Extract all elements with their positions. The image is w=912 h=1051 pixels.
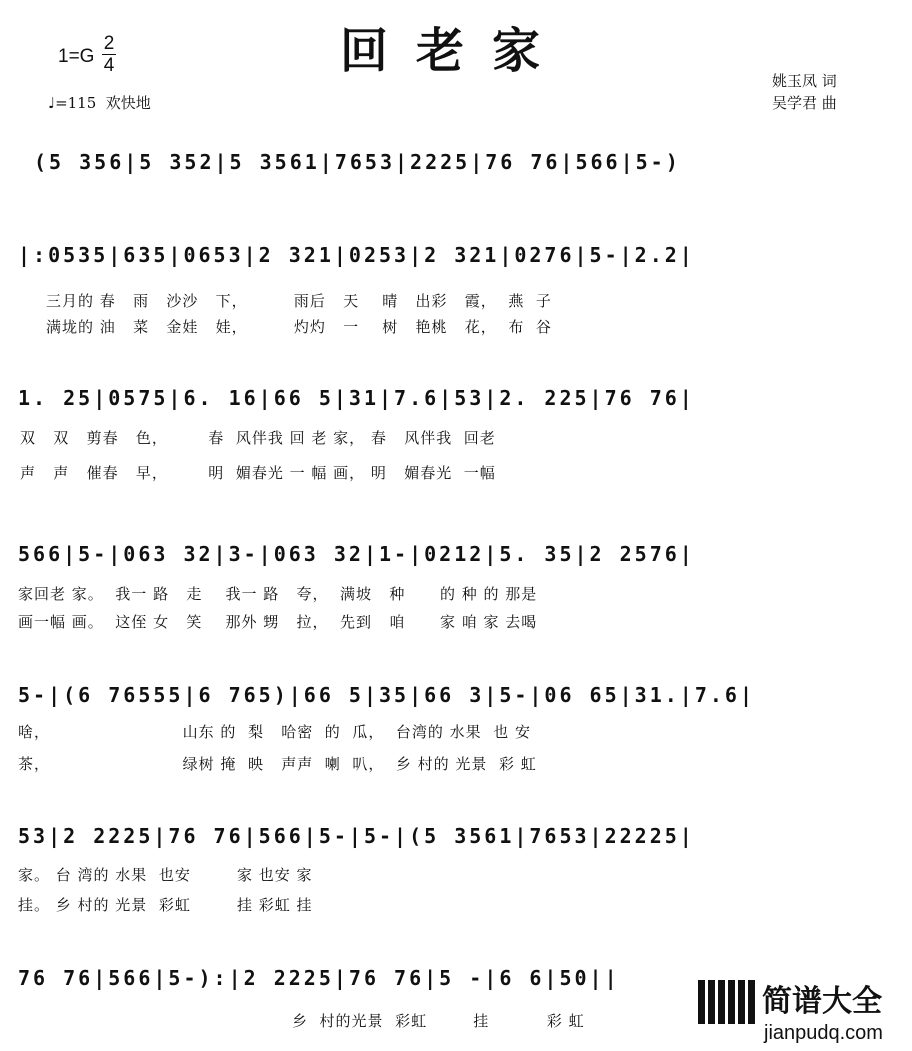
score-line-6: 53|2 2225|76 76|566|5-|5-|(5 3561|7653|22225| [18,824,695,848]
lyricist-credit: 姚玉凤 词 [772,72,837,90]
song-title: 回老家 [340,23,569,79]
key-signature: 1=G [58,46,95,67]
piano-keys-icon [698,980,756,1024]
score-line-2: |:0535|635|0653|2 321|0253|2 321|0276|5-|2.2| [18,243,695,267]
score-line-3: 1. 25|0575|6. 16|66 5|31|7.6|53|2. 225|76 76| [18,386,695,410]
score-line-7: 76 76|566|5-):|2 2225|76 76|5 -|6 6|50|| [18,966,620,990]
lyric-line-6a: 家。 台 湾的 水果 也安 家 也安 家 [18,866,313,884]
tempo-marking: ♩=115 欢快地 [48,94,151,112]
score-line-4: 566|5-|063 32|3-|063 32|1-|0212|5. 35|2 2576| [18,542,695,566]
time-signature-bottom: 4 [103,55,115,76]
lyric-line-6b: 挂。 乡 村的 光景 彩虹 挂 彩虹 挂 [18,896,313,914]
site-watermark [690,974,912,1051]
lyric-line-2b: 满垅的 油 菜 金娃 娃， 灼灼 一 树 艳桃 花， 布 谷 [46,318,552,336]
score-line-5: 5-|(6 76555|6 765)|66 5|35|66 3|5-|06 65|31.|7.6| [18,683,756,707]
lyric-line-5a: 啥， 山东 的 梨 哈密 的 瓜， 台湾的 水果 也 安 [18,723,531,741]
watermark-brand: 简谱大全 [762,984,882,1019]
composer-credit: 吴学君 曲 [772,94,837,112]
lyric-line-3b: 声 声 催春 早， 明 媚春光 一 幅 画， 明 媚春光 一幅 [20,464,496,482]
lyric-line-3a: 双 双 剪春 色， 春 风伴我 回 老 家， 春 风伴我 回老 [20,429,496,447]
time-signature-top: 2 [103,33,115,54]
lyric-line-2a: 三月的 春 雨 沙沙 下， 雨后 天 晴 出彩 霞， 燕 子 [46,292,552,310]
lyric-line-7a: 乡 村的光景 彩虹 挂 彩 虹 [292,1012,585,1030]
lyric-line-5b: 茶， 绿树 掩 映 声声 喇 叭， 乡 村的 光景 彩 虹 [18,755,537,773]
lyric-line-4b: 画一幅 画。 这侄 女 笑 那外 甥 拉， 先到 咱 家 咱 家 去喝 [18,613,538,631]
time-signature [102,34,116,75]
watermark-url: jianpudq.com [764,1022,883,1044]
score-line-1: (5 356|5 352|5 3561|7653|2225|76 76|566|5-) [34,150,681,174]
lyric-line-4a: 家回老 家。 我一 路 走 我一 路 夸， 满坡 种 的 种 的 那是 [18,585,538,603]
